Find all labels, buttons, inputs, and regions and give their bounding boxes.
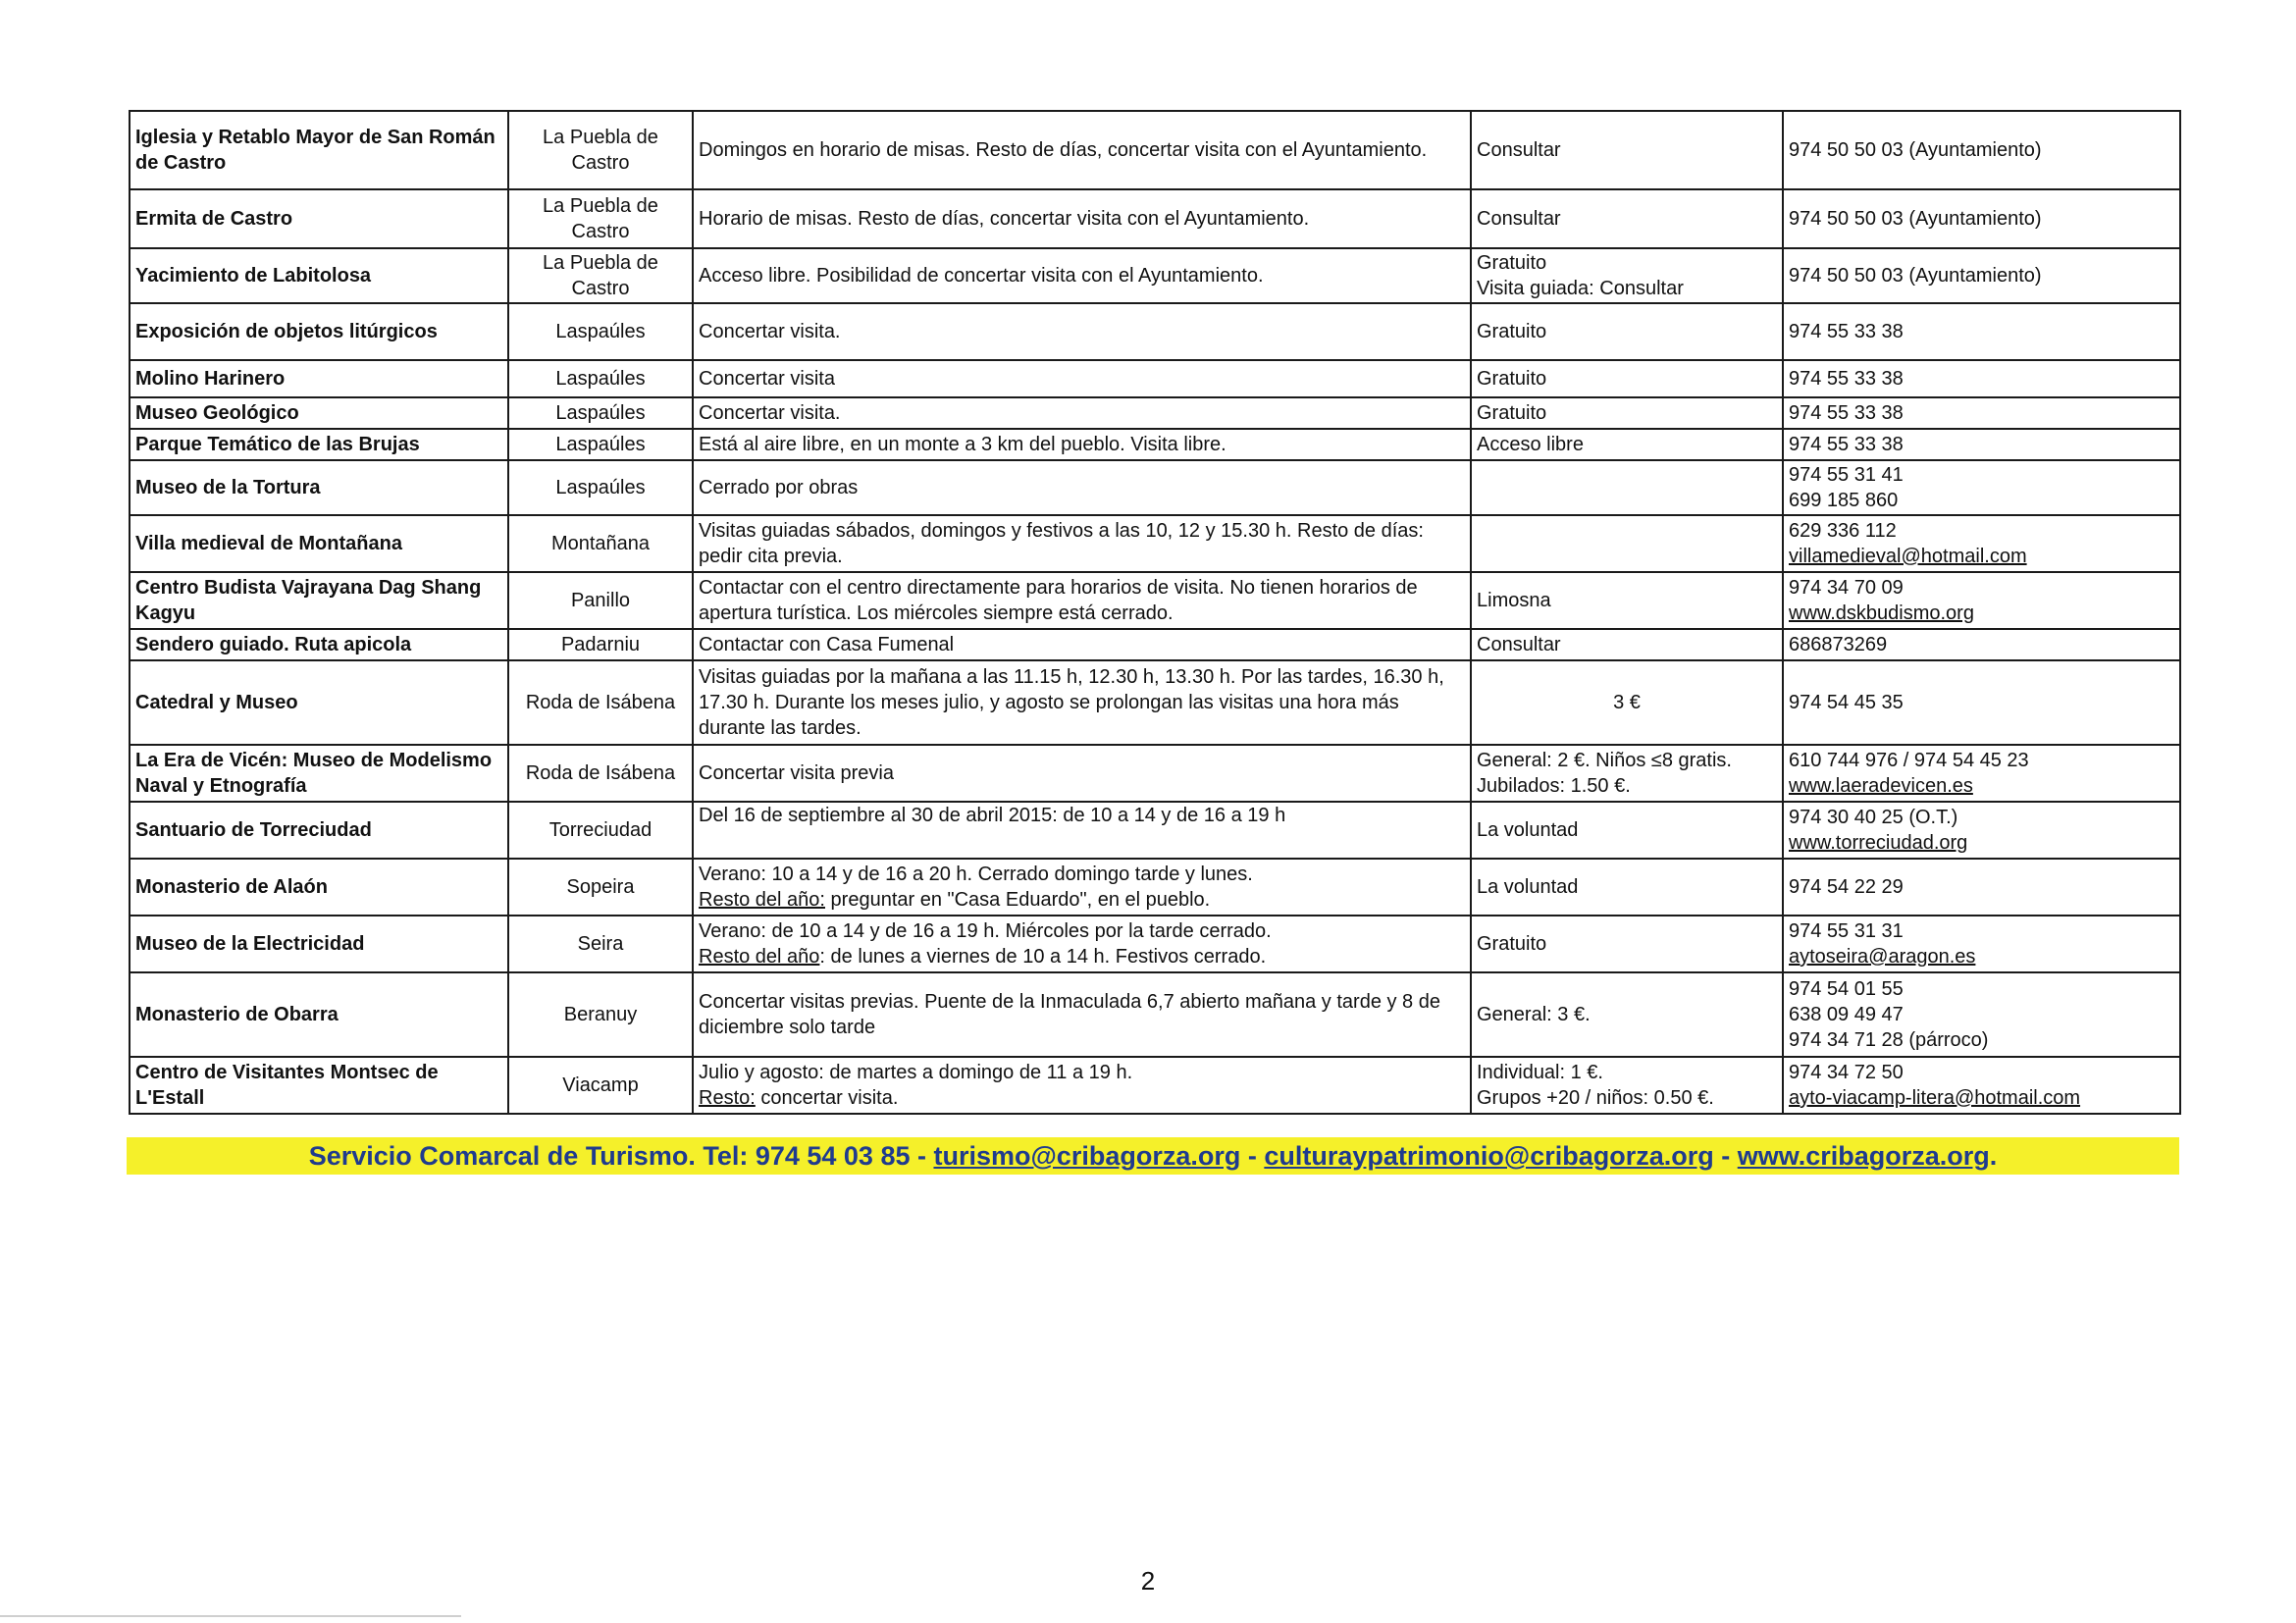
site-town: Roda de Isábena (508, 660, 693, 745)
table-row (130, 111, 2180, 189)
site-town: Torreciudad (508, 802, 693, 859)
page-number: 2 (1140, 1566, 1156, 1596)
price-line: Visita guiada: Consultar (1477, 278, 1684, 299)
site-town: La Puebla de Castro (508, 189, 693, 248)
site-town: Roda de Isábena (508, 745, 693, 802)
table-row (130, 1057, 2180, 1114)
contact-email-link[interactable]: ayto-viacamp-litera@hotmail.com (1789, 1087, 2081, 1109)
site-town: Laspaúles (508, 429, 693, 460)
site-name: La Era de Vicén: Museo de Modelismo Naval y Etnografía (130, 745, 508, 802)
site-contact: 974 54 45 35 (1783, 660, 2180, 745)
hours-line: Verano: 10 a 14 y de 16 a 20 h. Cerrado domingo tarde y lunes. (699, 864, 1253, 885)
contact-email-link[interactable]: villamedieval@hotmail.com (1789, 546, 2027, 567)
site-name: Villa medieval de Montañana (130, 515, 508, 572)
site-name: Parque Temático de las Brujas (130, 429, 508, 460)
site-price: Consultar (1471, 189, 1783, 248)
site-hours: Horario de misas. Resto de días, concertar visita con el Ayuntamiento. (693, 189, 1471, 248)
site-contact: 974 50 50 03 (Ayuntamiento) (1783, 111, 2180, 189)
site-price (1471, 745, 1783, 802)
site-price (1471, 515, 1783, 572)
site-contact (1783, 515, 2180, 572)
site-name: Monasterio de Alaón (130, 859, 508, 916)
site-price: Consultar (1471, 111, 1783, 189)
hours-label: Resto del año (699, 946, 820, 968)
contact-phone: 974 34 72 50 (1789, 1062, 1904, 1083)
table-row (130, 916, 2180, 972)
contact-web-link[interactable]: www.laeradevicen.es (1789, 775, 1973, 797)
site-name: Catedral y Museo (130, 660, 508, 745)
site-town: Seira (508, 916, 693, 972)
table-row (130, 429, 2180, 460)
site-hours: Concertar visita. (693, 303, 1471, 360)
site-price (1471, 248, 1783, 303)
tourism-service-footer (127, 1137, 2179, 1175)
price-line: General: 2 €. Niños ≤8 gratis. (1477, 750, 1732, 771)
site-price: Gratuito (1471, 303, 1783, 360)
hours-line: Julio y agosto: de martes a domingo de 11 a 19 h. (699, 1062, 1133, 1083)
site-town: La Puebla de Castro (508, 248, 693, 303)
site-contact (1783, 460, 2180, 515)
table-row (130, 189, 2180, 248)
hours-label: Resto: (699, 1087, 756, 1109)
site-hours: Contactar con Casa Fumenal (693, 629, 1471, 660)
site-price: Limosna (1471, 572, 1783, 629)
site-town: Laspaúles (508, 360, 693, 397)
footer-tourism-email-link[interactable]: turismo@cribagorza.org (933, 1141, 1241, 1171)
site-contact: 686873269 (1783, 629, 2180, 660)
table-row (130, 859, 2180, 916)
site-contact: 974 50 50 03 (Ayuntamiento) (1783, 189, 2180, 248)
site-contact: 974 55 33 38 (1783, 303, 2180, 360)
site-hours: Acceso libre. Posibilidad de concertar visita con el Ayuntamiento. (693, 248, 1471, 303)
site-hours (693, 1057, 1471, 1114)
site-price: Consultar (1471, 629, 1783, 660)
hours-text: concertar visita. (755, 1087, 899, 1109)
table-row (130, 303, 2180, 360)
site-hours: Concertar visita previa (693, 745, 1471, 802)
site-hours: Domingos en horario de misas. Resto de días, concertar visita con el Ayuntamiento. (693, 111, 1471, 189)
contact-phone: 974 34 71 28 (párroco) (1789, 1029, 1989, 1051)
site-name: Ermita de Castro (130, 189, 508, 248)
site-hours: Está al aire libre, en un monte a 3 km del pueblo. Visita libre. (693, 429, 1471, 460)
hours-line: Verano: de 10 a 14 y de 16 a 19 h. Miércoles por la tarde cerrado. (699, 920, 1272, 942)
price-line: Grupos +20 / niños: 0.50 €. (1477, 1087, 1714, 1109)
site-town: La Puebla de Castro (508, 111, 693, 189)
contact-phone: 974 55 31 31 (1789, 920, 1904, 942)
contact-email-link[interactable]: aytoseira@aragon.es (1789, 946, 1976, 968)
footer-suffix: . (1989, 1141, 1998, 1171)
scan-edge-divider (0, 1615, 461, 1617)
site-name: Sendero guiado. Ruta apicola (130, 629, 508, 660)
site-hours: Concertar visita (693, 360, 1471, 397)
site-name: Santuario de Torreciudad (130, 802, 508, 859)
site-hours: Contactar con el centro directamente para horarios de visita. No tienen horarios de apertura turística. Los miércoles siempre está cerrado. (693, 572, 1471, 629)
site-price: Acceso libre (1471, 429, 1783, 460)
site-contact: 974 50 50 03 (Ayuntamiento) (1783, 248, 2180, 303)
site-name: Iglesia y Retablo Mayor de San Román de Castro (130, 111, 508, 189)
site-price: General: 3 €. (1471, 972, 1783, 1057)
site-hours: Concertar visitas previas. Puente de la Inmaculada 6,7 abierto mañana y tarde y 8 de diciembre solo tarde (693, 972, 1471, 1057)
site-hours (693, 859, 1471, 916)
site-town: Laspaúles (508, 397, 693, 429)
hours-line (699, 1085, 1465, 1111)
site-hours: Del 16 de septiembre al 30 de abril 2015: de 10 a 14 y de 16 a 19 h (693, 802, 1471, 859)
contact-phone: 974 30 40 25 (O.T.) (1789, 807, 1958, 828)
site-name: Molino Harinero (130, 360, 508, 397)
site-town: Panillo (508, 572, 693, 629)
footer-separator: - (1713, 1141, 1738, 1171)
site-hours: Cerrado por obras (693, 460, 1471, 515)
hours-text: preguntar en "Casa Eduardo", en el pueblo. (824, 889, 1211, 911)
price-line: Individual: 1 €. (1477, 1062, 1603, 1083)
price-line: Gratuito (1477, 252, 1547, 274)
footer-culture-email-link[interactable]: culturaypatrimonio@cribagorza.org (1264, 1141, 1714, 1171)
hours-label: Resto del año: (699, 889, 825, 911)
site-contact: 974 54 22 29 (1783, 859, 2180, 916)
contact-phone: 610 744 976 / 974 54 45 23 (1789, 750, 2029, 771)
site-name: Centro de Visitantes Montsec de L'Estall (130, 1057, 508, 1114)
contact-phone: 974 34 70 09 (1789, 577, 1904, 599)
site-contact: 974 55 33 38 (1783, 429, 2180, 460)
contact-phone: 638 09 49 47 (1789, 1004, 1904, 1025)
footer-prefix: Servicio Comarcal de Turismo. Tel: 974 54 03 85 - (308, 1141, 934, 1171)
site-town: Laspaúles (508, 303, 693, 360)
hours-line (699, 944, 1465, 969)
contact-phone: 974 55 31 41 (1789, 464, 1904, 486)
site-price: 3 € (1471, 660, 1783, 745)
site-contact (1783, 916, 2180, 972)
site-hours (693, 916, 1471, 972)
site-name: Yacimiento de Labitolosa (130, 248, 508, 303)
site-town: Laspaúles (508, 460, 693, 515)
site-hours: Visitas guiadas por la mañana a las 11.15 h, 12.30 h, 13.30 h. Por las tardes, 16.30 h, 17.30 h. Durante los meses julio, y agosto se prolongan las visitas una hora más durante las tardes. (693, 660, 1471, 745)
site-price (1471, 460, 1783, 515)
site-name: Monasterio de Obarra (130, 972, 508, 1057)
table-row (130, 460, 2180, 515)
site-hours: Concertar visita. (693, 397, 1471, 429)
footer-separator: - (1240, 1141, 1265, 1171)
site-contact: 974 55 33 38 (1783, 360, 2180, 397)
price-line: Jubilados: 1.50 €. (1477, 775, 1631, 797)
table-row (130, 397, 2180, 429)
table-row (130, 745, 2180, 802)
site-contact (1783, 745, 2180, 802)
site-town: Sopeira (508, 859, 693, 916)
table-row (130, 660, 2180, 745)
footer-website-link[interactable]: www.cribagorza.org (1737, 1141, 1990, 1171)
site-contact (1783, 572, 2180, 629)
table-row (130, 360, 2180, 397)
site-town: Viacamp (508, 1057, 693, 1114)
table-row (130, 572, 2180, 629)
table-row (130, 629, 2180, 660)
site-price: Gratuito (1471, 397, 1783, 429)
table-row (130, 515, 2180, 572)
site-contact (1783, 802, 2180, 859)
contact-web-link[interactable]: www.dskbudismo.org (1789, 602, 1974, 624)
site-contact (1783, 1057, 2180, 1114)
table-row (130, 972, 2180, 1057)
site-name: Museo Geológico (130, 397, 508, 429)
site-town: Padarniu (508, 629, 693, 660)
contact-phone: 699 185 860 (1789, 490, 1899, 511)
contact-web-link[interactable]: www.torreciudad.org (1789, 832, 1968, 854)
site-price: La voluntad (1471, 802, 1783, 859)
site-name: Museo de la Tortura (130, 460, 508, 515)
site-hours: Visitas guiadas sábados, domingos y festivos a las 10, 12 y 15.30 h. Resto de días: pedir cita previa. (693, 515, 1471, 572)
site-name: Museo de la Electricidad (130, 916, 508, 972)
site-contact (1783, 972, 2180, 1057)
site-contact: 974 55 33 38 (1783, 397, 2180, 429)
site-price: Gratuito (1471, 916, 1783, 972)
table-row (130, 802, 2180, 859)
site-name: Exposición de objetos litúrgicos (130, 303, 508, 360)
site-name: Centro Budista Vajrayana Dag Shang Kagyu (130, 572, 508, 629)
hours-text: : de lunes a viernes de 10 a 14 h. Festivos cerrado. (819, 946, 1267, 968)
contact-phone: 974 54 01 55 (1789, 978, 1904, 1000)
site-price: Gratuito (1471, 360, 1783, 397)
site-price: La voluntad (1471, 859, 1783, 916)
contact-phone: 629 336 112 (1789, 520, 1897, 542)
site-price (1471, 1057, 1783, 1114)
heritage-sites-table (129, 110, 2181, 1115)
site-town: Montañana (508, 515, 693, 572)
site-town: Beranuy (508, 972, 693, 1057)
table-row (130, 248, 2180, 303)
hours-line (699, 887, 1465, 913)
